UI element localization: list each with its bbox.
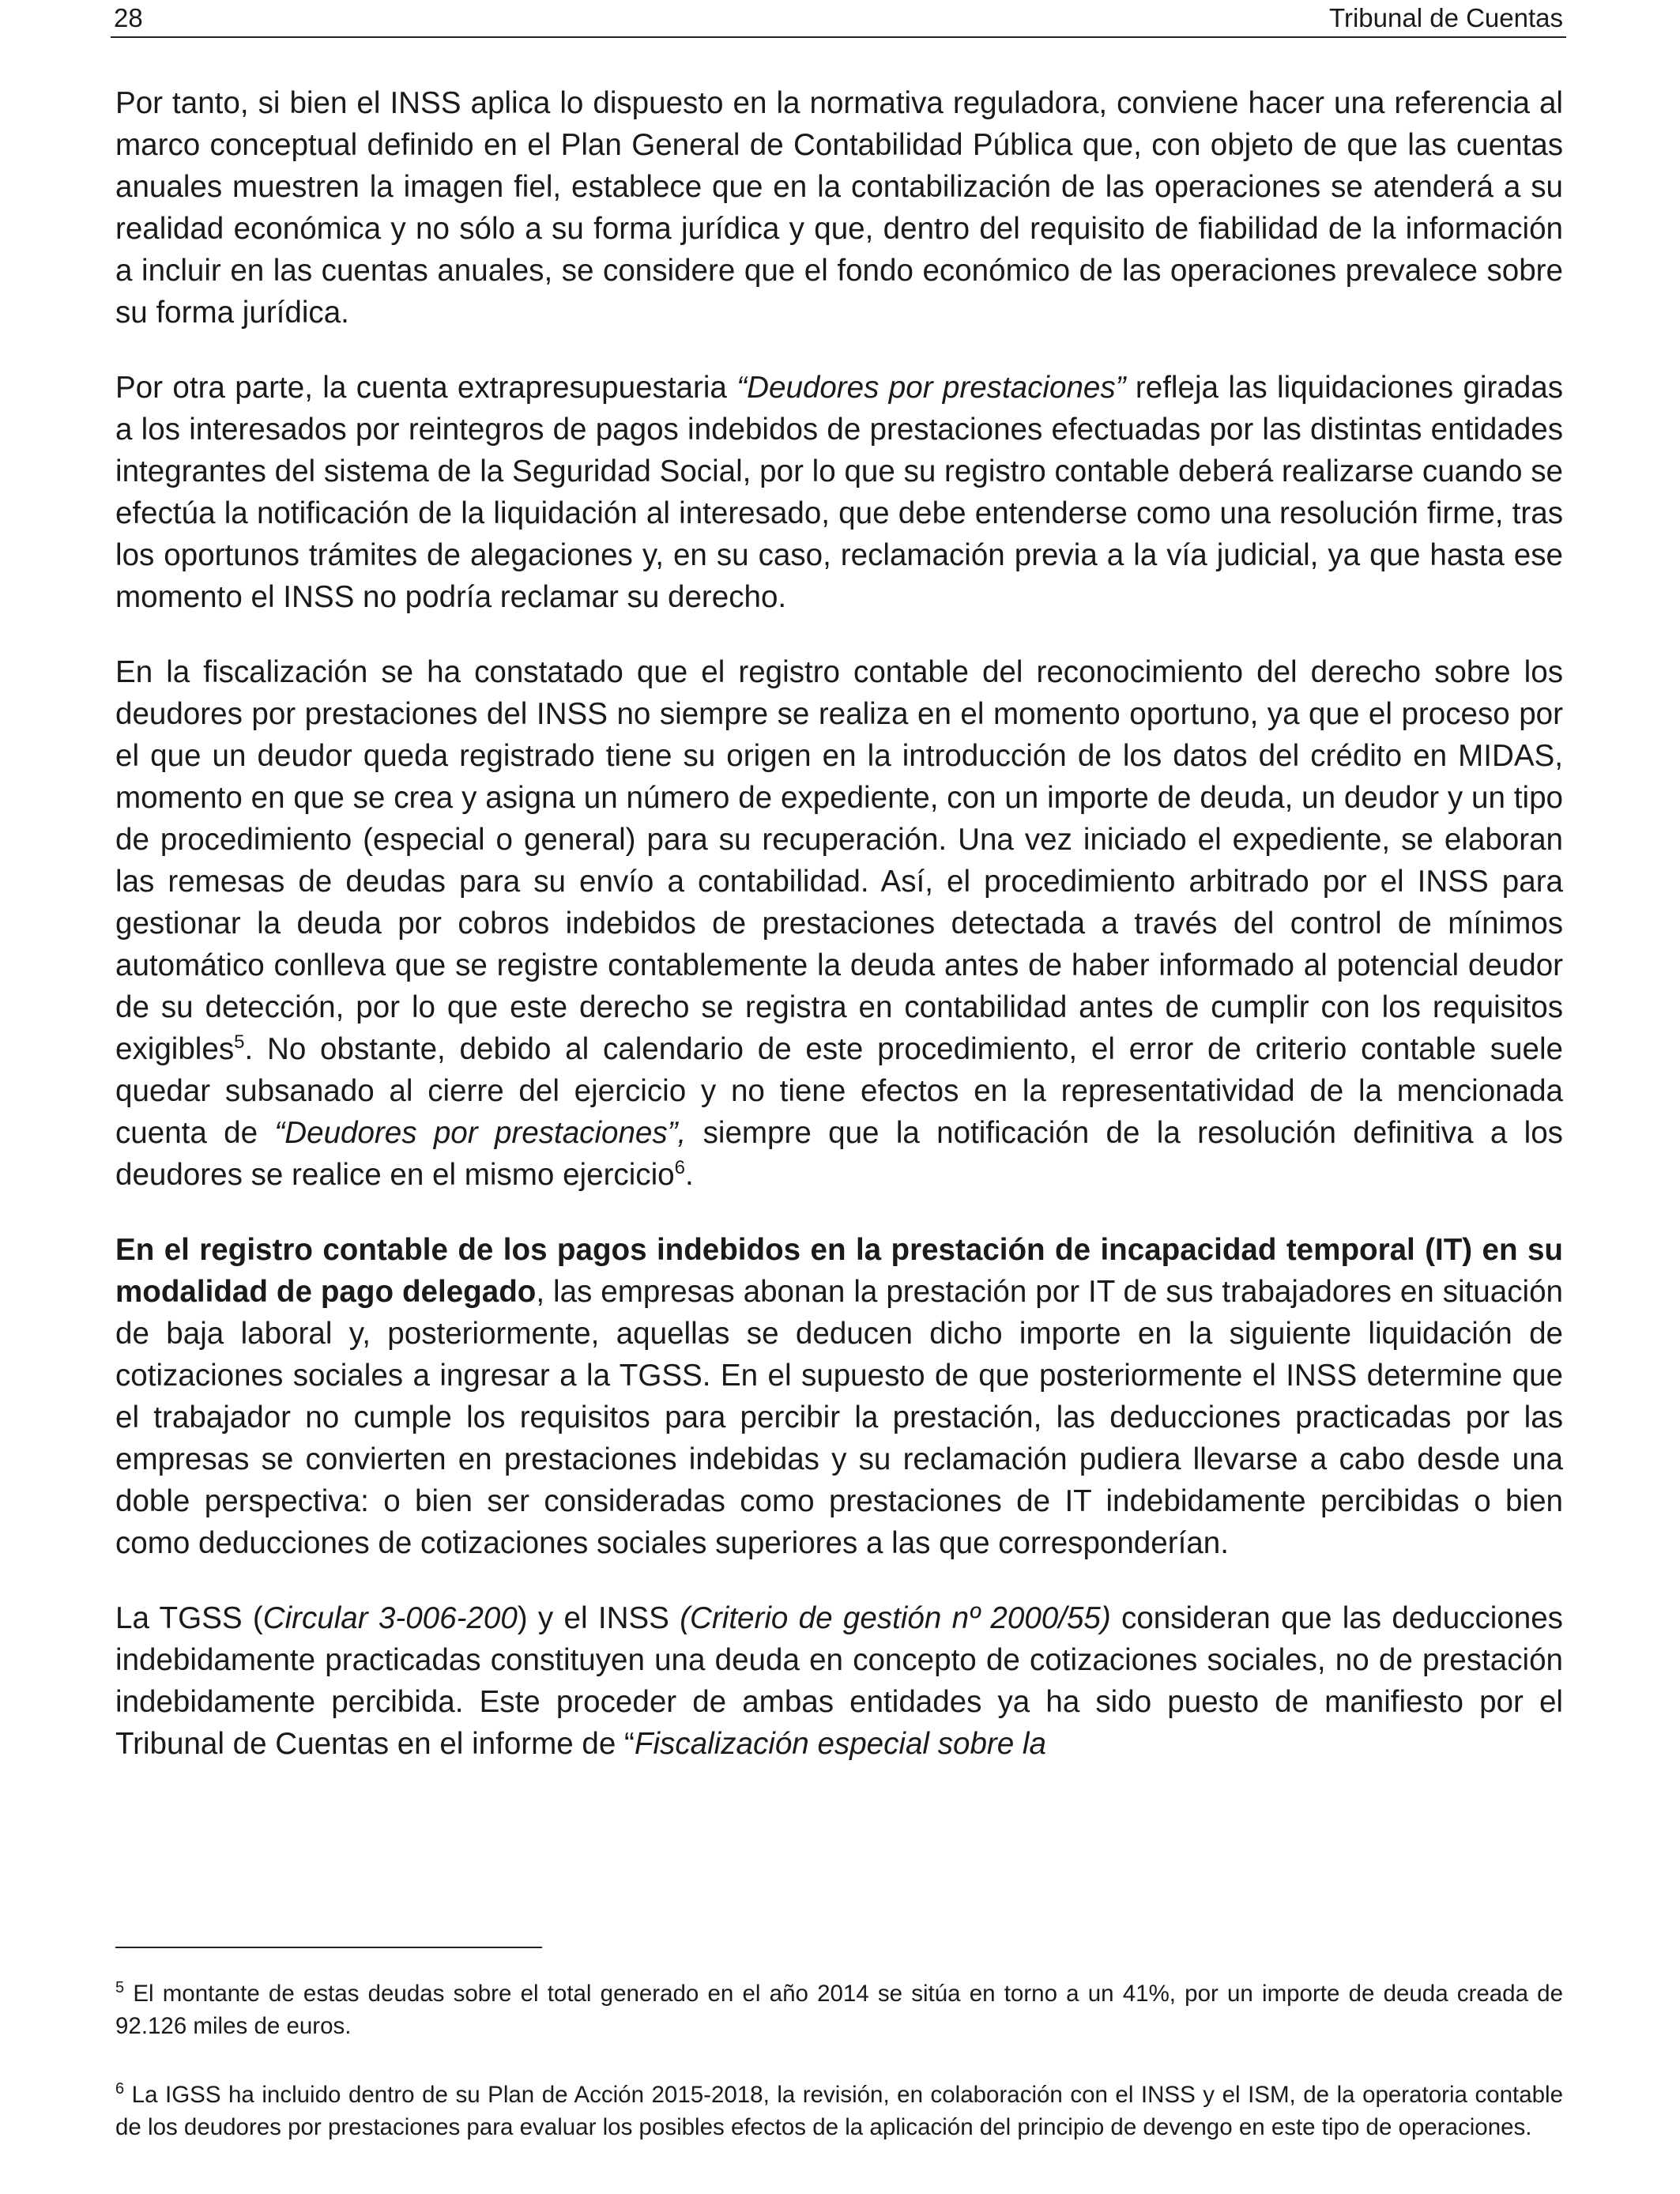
paragraph-1: Por tanto, si bien el INSS aplica lo dispuesto en la normativa reguladora, conviene hacer una referencia al marco conceptual definido en el Plan General de Contabilidad Pública que, con objeto de que las cuentas anuales muestren la imagen fiel, establece que en la contabilización de las operaciones se atenderá a su realidad económica y no sólo a su forma jurídica y que, dentro del requisito de fiabilidad de la información a incluir en las cuentas anuales, se considere que el fondo económico de las operaciones prevalece sobre su forma jurídica. [115, 86, 1563, 330]
paragraph-5: La TGSS (Circular 3-006-200) y el INSS (Criterio de gestión nº 2000/55) consideran que las deducciones indebidamente practicadas constituyen una deuda en concepto de cotizaciones sociales, no de prestación indebidamente percibida. Este proceder de ambas entidades ya ha sido puesto de manifiesto por el Tribunal de Cuentas en el informe de “Fiscalización especial sobre la [115, 1601, 1563, 1761]
footnote-6: $^6$ La IGSS ha incluido dentro de su Plan de Acción 2015-2018, la revisión, en colaboración con el INSS y el ISM, de la operatoria contable de los deudores por prestaciones para evaluar los posibles efectos de la aplicación del principio de devengo en este tipo de operaciones. [115, 2080, 1563, 2140]
account-name-italic: “Deudores por prestaciones”, [274, 1116, 687, 1150]
paragraph-2: Por otra parte, la cuenta extrapresupuestaria “Deudores por prestaciones” refleja las liquidaciones giradas a los interesados por reintegros de pagos indebidos de prestaciones efectuadas por las distintas entidades integrantes del sistema de la Seguridad Social, por lo que su registro contable deberá realizarse cuando se efectúa la notificación de la liquidación al interesado, que debe entenderse como una resolución firme, tras los oportunos trámites de alegaciones y, en su caso, reclamación previa a la vía judicial, ya que hasta ese momento el INSS no podría reclamar su derecho. [115, 371, 1564, 614]
footnote-5: $^5$ El montante de estas deudas sobre el total generado en el año 2014 se sitúa en torno a un 41%, por un importe de deuda creada de 92.126 miles de euros. [115, 1979, 1563, 2039]
footnote-mark-6: 6 [115, 2080, 125, 2098]
footnote-separator [115, 1947, 542, 1948]
footnote-ref-6[interactable]: 6 [674, 1157, 685, 1179]
footnote-mark-5: 5 [115, 1979, 125, 1997]
bold-lead-in: En el registro contable de los pagos indebidos en la prestación de incapacidad temporal (IT) en su modalidad de pago delegado [115, 1233, 1563, 1309]
footnote-ref-5[interactable]: 5 [234, 1031, 245, 1054]
paragraph-3: En la fiscalización se ha constatado que el registro contable del reconocimiento del derecho sobre los deudores por prestaciones del INSS no siempre se realiza en el momento oportuno, ya que el proceso por el que un deudor queda registrado tiene su origen en la introducción de los datos del crédito en MIDAS, momento en que se crea y asigna un número de expediente, con un importe de deuda, un deudor y un tipo de procedimiento (especial o general) para su recuperación. Una vez iniciado el expediente, se elaboran las remesas de deudas para su envío a contabilidad. Así, el procedimiento arbitrado por el INSS para gestionar la deuda por cobros indebidos de prestaciones detectada a través del control de mínimos automático conlleva que se registre contablemente la deuda antes de haber informado al potencial deudor de su detección, por lo que este derecho se registra en contabilidad antes de cumplir con los requisitos exigibles$^5$. No obstante, debido al calendario de este procedimiento, el error de criterio contable suele quedar subsanado al cierre del ejercicio y no tiene efectos en la representatividad de la mencionada cuenta de “Deudores por prestaciones”, siempre que la notificación de la resolución definitiva a los deudores se realice en el mismo ejercicio$^6$. [115, 655, 1563, 1192]
page-header [111, 0, 1566, 38]
footnotes [115, 1977, 1563, 2180]
body-text [115, 82, 1563, 1798]
header-title: Tribunal de Cuentas [1329, 3, 1563, 32]
circular-reference: Circular 3-006-200 [262, 1601, 518, 1635]
paragraph-4: En el registro contable de los pagos indebidos en la prestación de incapacidad temporal (IT) en su modalidad de pago delegado, las empresas abonan la prestación por IT de sus trabajadores en situación de baja laboral y, posteriormente, aquellas se deducen dicho importe en la siguiente liquidación de cotizaciones sociales a ingresar a la TGSS. En el supuesto de que posteriormente el INSS determine que el trabajador no cumple los requisitos para percibir la prestación, las deducciones practicadas por las empresas se convierten en prestaciones indebidas y su reclamación pudiera llevarse a cabo desde una doble perspectiva: o bien ser consideradas como prestaciones de IT indebidamente percibidas o bien como deducciones de cotizaciones sociales superiores a las que corresponderían. [115, 1233, 1563, 1560]
report-title-italic: Fiscalización especial sobre la [634, 1727, 1046, 1761]
page-number: 28 [114, 3, 143, 32]
criterio-reference: (Criterio de gestión nº 2000/55) [680, 1601, 1111, 1635]
account-name-italic: “Deudores por prestaciones” [736, 371, 1126, 405]
